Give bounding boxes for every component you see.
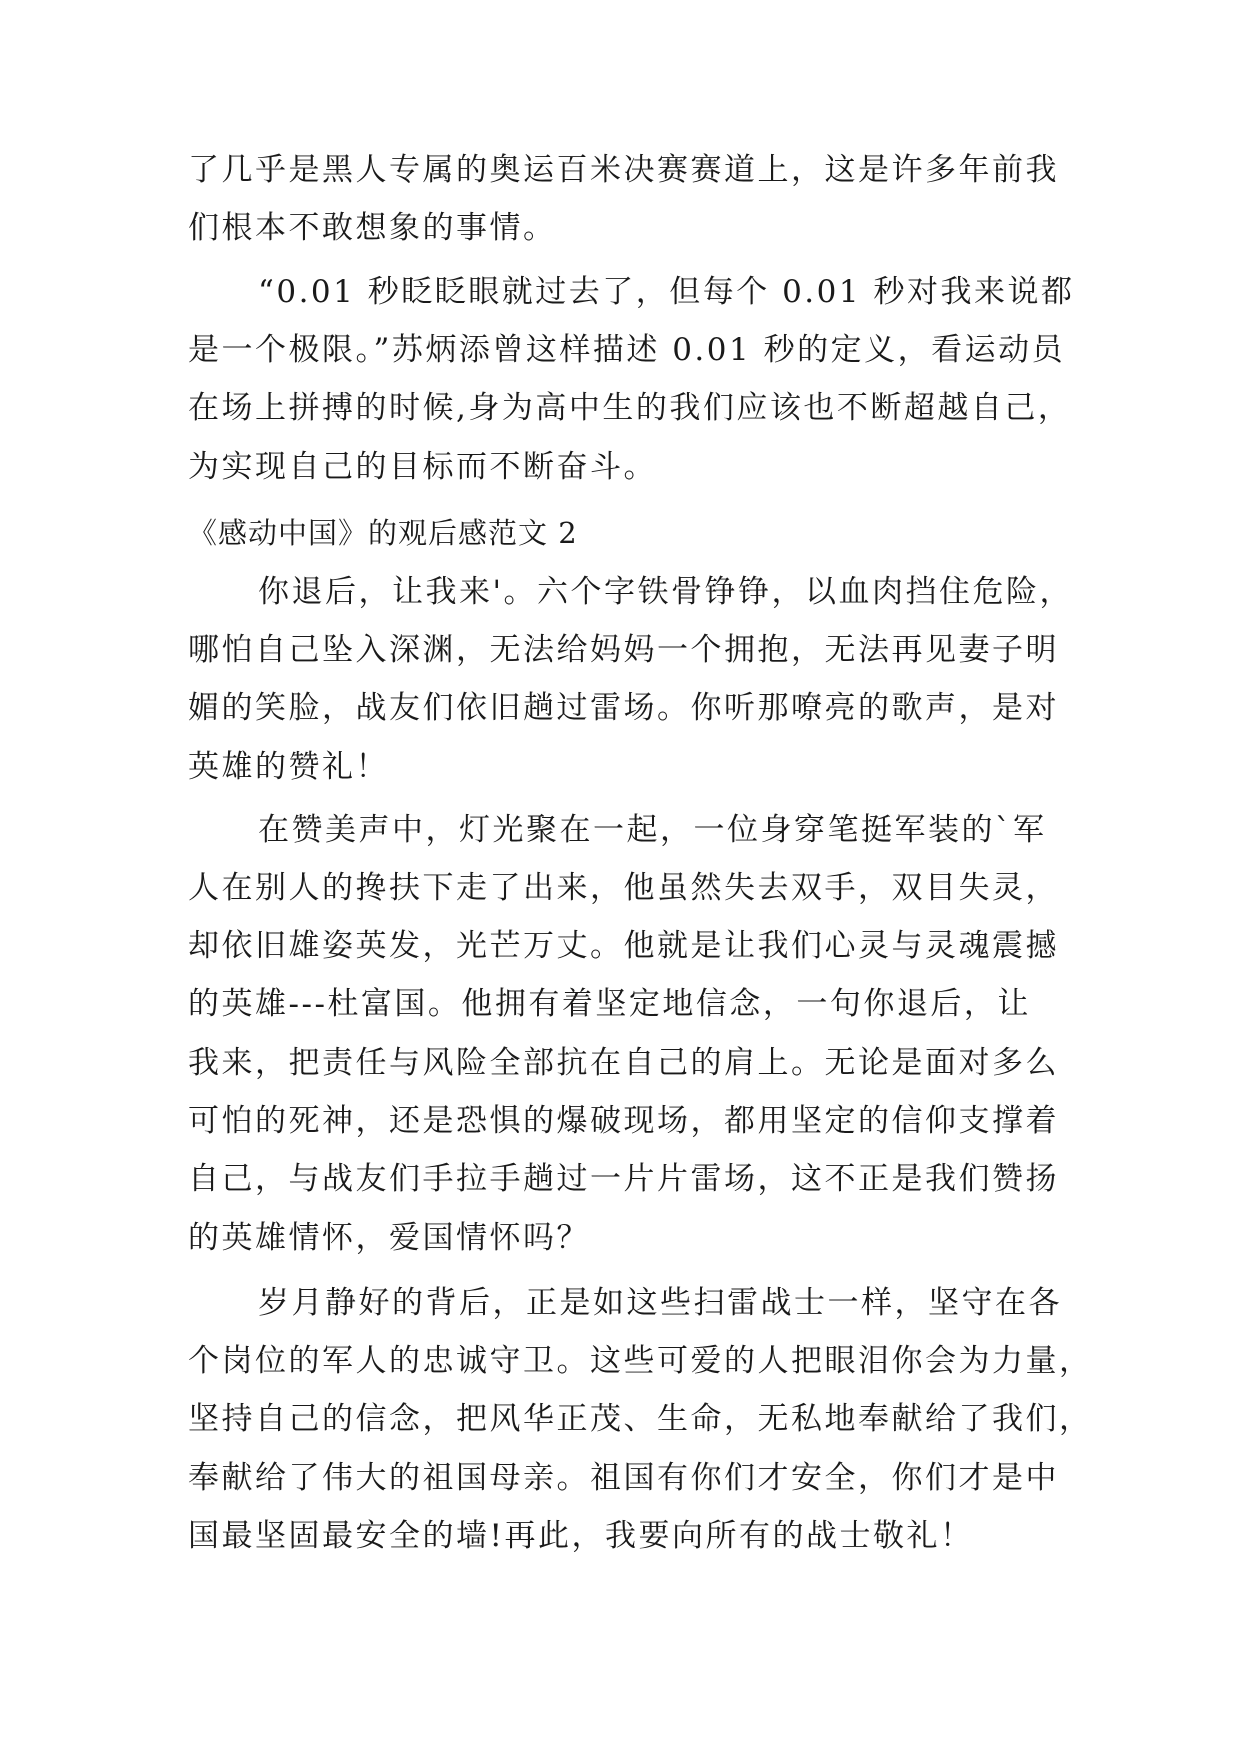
paragraph-line: 的英雄---杜富国。他拥有着坚定地信念，一句你退后，让 bbox=[188, 986, 1031, 1022]
paragraph-line: 了几乎是黑人专属的奥运百米决赛赛道上，这是许多年前我 bbox=[188, 152, 1059, 188]
paragraph-line: 国最坚固最安全的墙!再此，我要向所有的战士敬礼！ bbox=[188, 1518, 974, 1554]
section-heading: 《感动中国》的观后感范文 2 bbox=[188, 516, 578, 550]
paragraph-line: 却依旧雄姿英发，光芒万丈。他就是让我们心灵与灵魂震撼 bbox=[188, 928, 1059, 964]
paragraph-line: 哪怕自己坠入深渊，无法给妈妈一个拥抱，无法再见妻子明 bbox=[188, 632, 1059, 668]
paragraph-line: “0.01 秒眨眨眼就过去了，但每个 0.01 秒对我来说都 bbox=[258, 274, 1075, 310]
paragraph-line: 奉献给了伟大的祖国母亲。祖国有你们才安全，你们才是中 bbox=[188, 1460, 1059, 1496]
paragraph-line: 英雄的赞礼！ bbox=[188, 749, 389, 785]
paragraph-line: 们根本不敢想象的事情。 bbox=[188, 210, 557, 246]
paragraph-line: 可怕的死神，还是恐惧的爆破现场，都用坚定的信仰支撑着 bbox=[188, 1103, 1059, 1139]
paragraph-line: 是一个极限。”苏炳添曾这样描述 0.01 秒的定义，看运动员 bbox=[188, 332, 1066, 368]
paragraph-line: 自己，与战友们手拉手趟过一片片雷场，这不正是我们赞扬 bbox=[188, 1161, 1059, 1197]
paragraph-line: 在赞美声中，灯光聚在一起，一位身穿笔挺军装的`军 bbox=[258, 812, 1047, 848]
paragraph-line: 你退后，让我来'。六个字铁骨铮铮，以血肉挡住危险， bbox=[258, 574, 1074, 610]
paragraph-line: 人在别人的搀扶下走了出来，他虽然失去双手，双目失灵， bbox=[188, 870, 1059, 906]
paragraph-line: 我来，把责任与风险全部抗在自己的肩上。无论是面对多么 bbox=[188, 1045, 1059, 1081]
paragraph-line: 个岗位的军人的忠诚守卫。这些可爱的人把眼泪你会为力量， bbox=[188, 1343, 1093, 1379]
paragraph-line: 岁月静好的背后，正是如这些扫雷战士一样，坚守在各 bbox=[258, 1285, 1062, 1321]
paragraph-line: 媚的笑脸，战友们依旧趟过雷场。你听那嘹亮的歌声，是对 bbox=[188, 690, 1059, 726]
paragraph-line: 为实现自己的目标而不断奋斗。 bbox=[188, 449, 657, 485]
paragraph-line: 坚持自己的信念，把风华正茂、生命，无私地奉献给了我们， bbox=[188, 1401, 1093, 1437]
paragraph-line: 的英雄情怀，爱国情怀吗？ bbox=[188, 1220, 590, 1256]
paragraph-line: 在场上拼搏的时候,身为高中生的我们应该也不断超越自己， bbox=[188, 390, 1072, 426]
